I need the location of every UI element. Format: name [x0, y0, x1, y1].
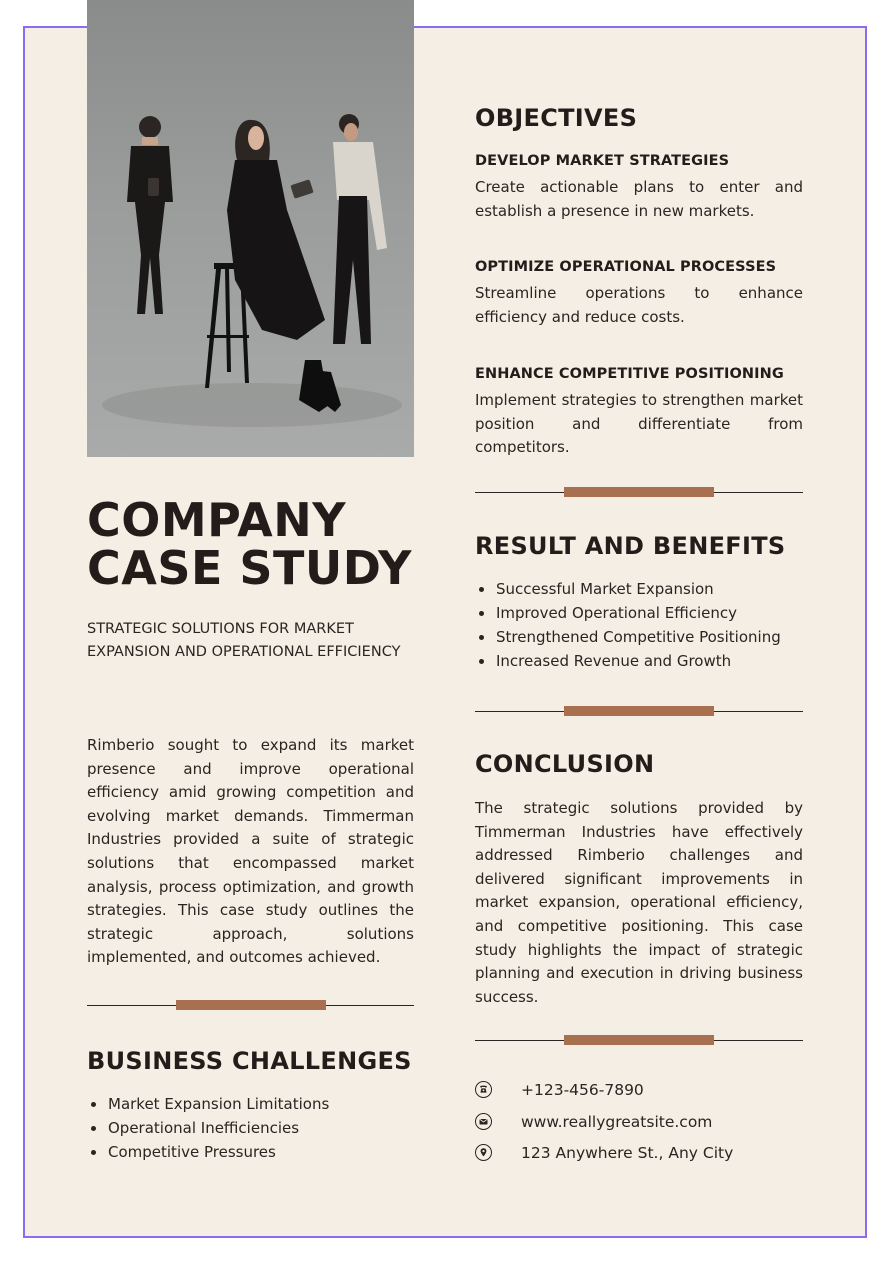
objective-text: Create actionable plans to enter and establish a presence in new markets. [475, 178, 803, 220]
list-item: Successful Market Expansion [475, 577, 781, 601]
objective-text: Implement strategies to strengthen market position and differentiate from competitors. [475, 391, 803, 457]
objective-item [475, 363, 803, 460]
website-link[interactable]: www.reallygreatsite.com [521, 1113, 713, 1131]
divider-right-3 [475, 1035, 803, 1045]
conclusion-paragraph: The strategic solutions provided by Timmerman Industries have effectively addressed Rimberio challenges and delivered significant improvements in market expansion, operational efficiency, and competitive positioning. This case study highlights the impact of strategic planning and execution in driving business success. [475, 799, 803, 1006]
phone-number: +123-456-7890 [521, 1081, 644, 1099]
objective-title: ENHANCE COMPETITIVE POSITIONING [475, 366, 784, 382]
list-item: Strengthened Competitive Positioning [475, 625, 781, 649]
subtitle: STRATEGIC SOLUTIONS FOR MARKET EXPANSION AND OPERATIONAL EFFICIENCY [87, 621, 401, 660]
list-item: Increased Revenue and Growth [475, 649, 781, 673]
team-photo-illustration [87, 0, 414, 457]
divider-right-2 [475, 706, 803, 716]
contact-phone [475, 1080, 805, 1104]
location-pin-icon [475, 1144, 492, 1161]
results-list [475, 577, 781, 673]
list-item: Improved Operational Efficiency [475, 601, 781, 625]
mail-icon [475, 1113, 492, 1130]
objective-text: Streamline operations to enhance efficiency and reduce costs. [475, 284, 803, 326]
contact-website [475, 1112, 805, 1136]
objectives-heading: OBJECTIVES [475, 104, 638, 132]
divider-accent-bar [176, 1000, 326, 1010]
list-item: Competitive Pressures [87, 1140, 329, 1164]
challenges-list [87, 1092, 329, 1164]
challenges-heading: BUSINESS CHALLENGES [87, 1047, 412, 1075]
objective-item [475, 150, 803, 223]
divider-accent-bar [564, 706, 714, 716]
list-item: Operational Inefficiencies [87, 1116, 329, 1140]
objective-title: OPTIMIZE OPERATIONAL PROCESSES [475, 259, 777, 275]
objective-item [475, 256, 803, 329]
divider-left [87, 1000, 414, 1010]
list-item: Market Expansion Limitations [87, 1092, 329, 1116]
title-line-2: CASE STUDY [87, 541, 412, 595]
page-title [87, 493, 427, 595]
divider-right-1 [475, 487, 803, 497]
results-heading: RESULT AND BENEFITS [475, 532, 786, 560]
intro-paragraph: Rimberio sought to expand its market presence and improve operational efficiency amid growing competition and evolving market demands. Timmerman Industries provided a suite of strategic solutions that encompassed market analysis, process optimization, and growth strategies. This case study outlines the strategic approach, solutions implemented, and outcomes achieved. [87, 736, 414, 967]
divider-accent-bar [564, 1035, 714, 1045]
conclusion-heading: CONCLUSION [475, 750, 655, 778]
phone-icon [475, 1081, 492, 1098]
team-photo [87, 0, 414, 457]
contact-address [475, 1143, 805, 1167]
objective-title: DEVELOP MARKET STRATEGIES [475, 153, 730, 169]
address-text: 123 Anywhere St., Any City [521, 1144, 734, 1162]
divider-accent-bar [564, 487, 714, 497]
title-line-1: COMPANY [87, 493, 347, 547]
